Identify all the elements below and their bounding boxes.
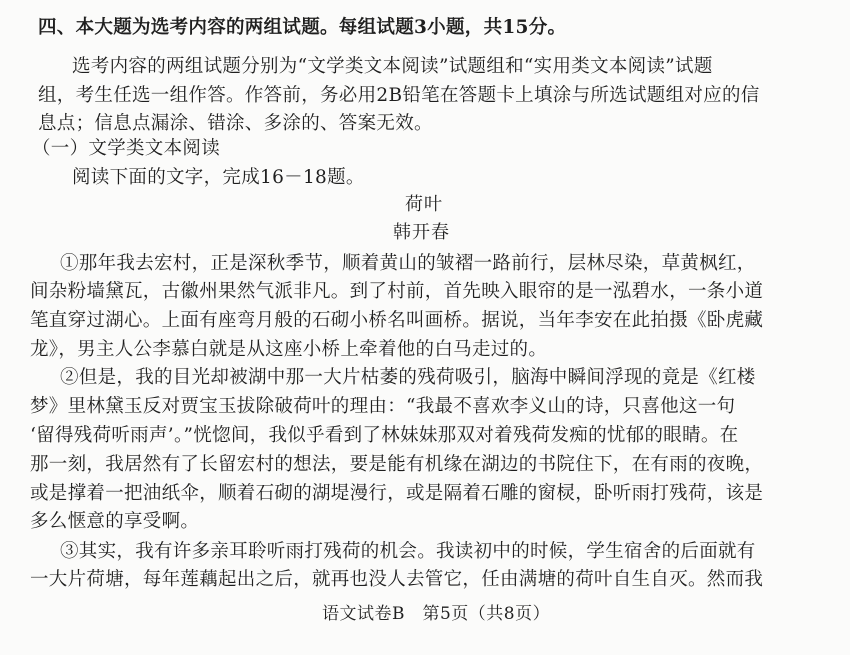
article-line: ‘留得残荷听雨声’。”恍惚间，我似乎看到了林妹妹那双对着残荷发痴的忧郁的眼睛。在 bbox=[30, 425, 739, 446]
article-line: ②但是，我的目光却被湖中那一大片枯萎的残荷吸引，脑海中瞬间浮现的竟是《红楼 bbox=[60, 367, 756, 388]
article-line: 多么惬意的享受啊。 bbox=[30, 511, 200, 532]
section-header: 四、本大题为选考内容的两组试题。每组试题3小题，共15分。 bbox=[38, 17, 567, 38]
page-footer: 语文试卷B 第5页（共8页） bbox=[322, 604, 551, 624]
read-prompt: 阅读下面的文字，完成16－18题。 bbox=[72, 167, 365, 188]
article-line: ①那年我去宏村，正是深秋季节，顺着黄山的皱褶一路前行，层林尽染，草黄枫红， bbox=[60, 253, 756, 274]
article-title: 荷叶 bbox=[405, 194, 443, 215]
article-line: 那一刻，我居然有了长留宏村的想法，要是能有机缘在湖边的书院住下，在有雨的夜晚， bbox=[30, 454, 764, 475]
article-line: 一大片荷塘，每年莲藕起出之后，就再也没人去管它，任由满塘的荷叶自生自灭。然而我 bbox=[30, 569, 764, 590]
instruction-line: 选考内容的两组试题分别为“文学类文本阅读”试题组和“实用类文本阅读”试题 bbox=[72, 56, 713, 77]
instruction-line: 息点；信息点漏涂、错涂、多涂的、答案无效。 bbox=[38, 113, 433, 134]
article-line: 龙》，男主人公李慕白就是从这座小桥上牵着他的白马走过的。 bbox=[30, 339, 548, 360]
article-line: 笔直穿过湖心。上面有座弯月般的石砌小桥名叫画桥。据说，当年李安在此拍摄《卧虎藏 bbox=[30, 310, 764, 331]
subsection-heading: （一）文学类文本阅读 bbox=[32, 138, 221, 159]
article-line: ③其实，我有许多亲耳聆听雨打残荷的机会。我读初中的时候，学生宿舍的后面就有 bbox=[60, 541, 756, 562]
instruction-line: 组，考生任选一组作答。作答前，务必用2B铅笔在答题卡上填涂与所选试题组对应的信 bbox=[38, 85, 760, 106]
article-line: 间杂粉墙黛瓦，古徽州果然气派非凡。到了村前，首先映入眼帘的是一泓碧水，一条小道 bbox=[30, 281, 764, 302]
article-author: 韩开春 bbox=[393, 222, 450, 243]
article-line: 梦》里林黛玉反对贾宝玉拔除破荷叶的理由：“我最不喜欢李义山的诗，只喜他这一句 bbox=[30, 396, 736, 417]
article-line: 或是撑着一把油纸伞，顺着石砌的湖堤漫行，或是隔着石雕的窗棂，卧听雨打残荷，该是 bbox=[30, 483, 764, 504]
